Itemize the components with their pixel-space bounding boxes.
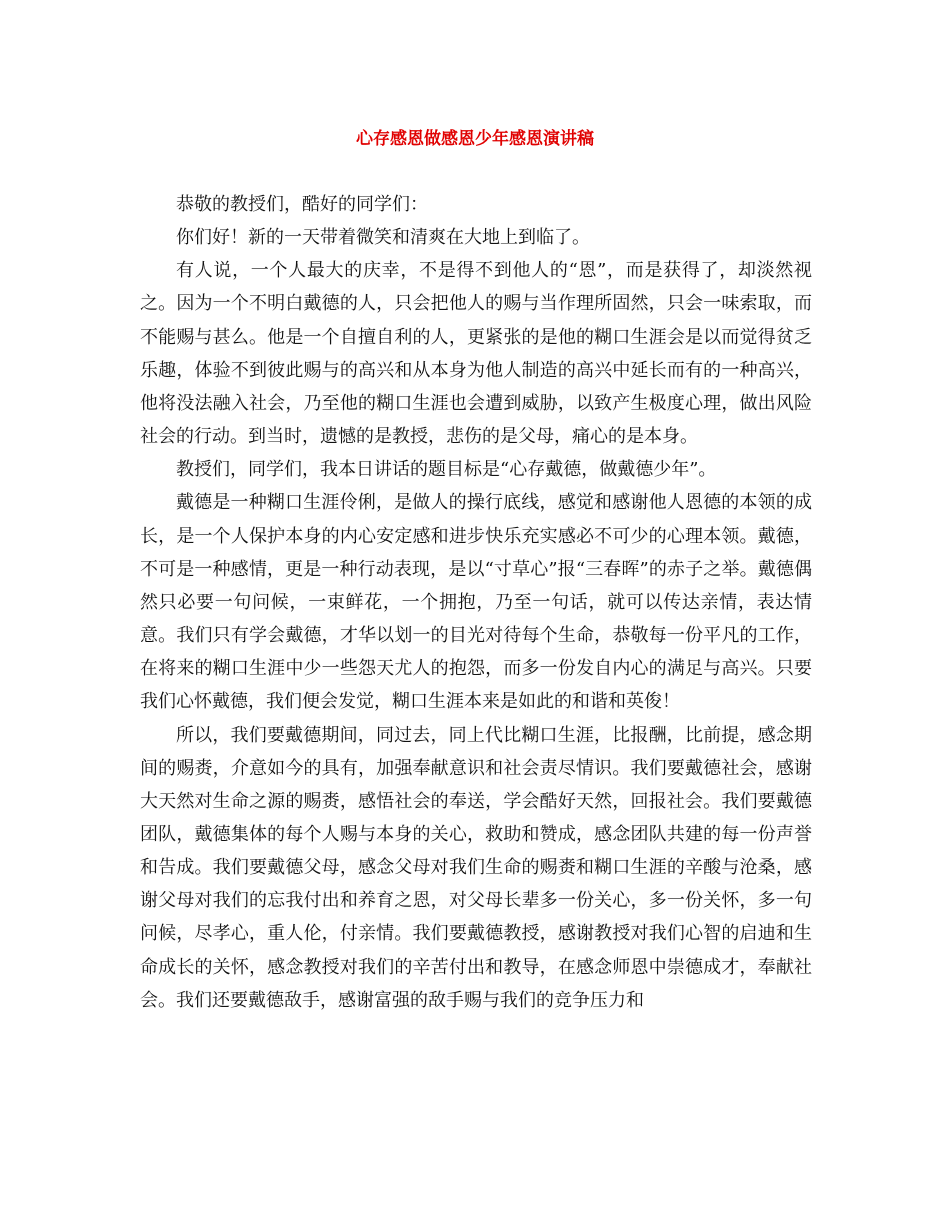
document-body (140, 188, 812, 1017)
body-paragraph: 有人说，一个人最大的庆幸，不是得不到他人的“恩”，而是获得了，却淡然视之。因为一个不明白戴德的人，只会把他人的赐与当作理所固然，只会一味索取，而不能赐与甚么。他是一个自擅自利的人，更紧张的是他的糊口生涯会是以而觉得贫乏乐趣，体验不到彼此赐与的高兴和从本身为他人制造的高兴中延长而有的一种高兴，他将没法融入社会，乃至他的糊口生涯也会遭到威胁，以致产生极度心理，做出风险社会的行动。到当时，遗憾的是教授，悲伤的是父母，痛心的是本身。 (140, 260, 812, 448)
opening-paragraph: 你们好！新的一天带着微笑和清爽在大地上到临了。 (176, 227, 590, 249)
body-paragraph: 所以，我们要戴德期间，同过去，同上代比糊口生涯，比报酬，比前提，感念期间的赐赉，介意如今的具有，加强奉献意识和社会责尽情识。我们要戴德社会，感谢大天然对生命之源的赐赉，感悟社会的奉送，学会酷好天然，回报社会。我们要戴德团队，戴德集体的每个人赐与本身的关心，救助和赞成，感念团队共建的每一份声誉和告成。我们要戴德父母，感念父母对我们生命的赐赉和糊口生涯的辛酸与沧桑，感谢父母对我们的忘我付出和养育之恩，对父母长辈多一份关心，多一份关怀，多一句问候，尽孝心，重人伦，付亲情。我们要戴德教授，感谢教授对我们心智的启迪和生命成长的关怀，感念教授对我们的辛苦付出和教导，在感念师恩中崇德成才，奉献社会。我们还要戴德敌手，感谢富强的敌手赐与我们的竞争压力和 (140, 724, 812, 1011)
document-title: 心存感恩做感恩少年感恩演讲稿 (356, 129, 594, 149)
topic-paragraph: 教授们，同学们，我本日讲话的题目标是“心存戴德，做戴德少年”。 (176, 459, 717, 481)
greeting-paragraph: 恭敬的教授们，酷好的同学们： (176, 194, 428, 215)
body-paragraph: 戴德是一种糊口生涯伶俐，是做人的操行底线，感觉和感谢他人恩德的本领的成长，是一个人保护本身的内心安定感和进步快乐充实感必不可少的心理本领。戴德，不可是一种感情，更是一种行动表现，是以“寸草心”报“三春晖”的赤子之举。戴德偶然只必要一句问候，一束鲜花，一个拥抱，乃至一句话，就可以传达亲情，表达情意。我们只有学会戴德，才华以划一的目光对待每个生命，恭敬每一份平凡的工作，在将来的糊口生涯中少一些怨天尤人的抱怨，而多一份发自内心的满足与高兴。只要我们心怀戴德，我们便会发觉，糊口生涯本来是如此的和谐和英俊！ (140, 492, 812, 713)
